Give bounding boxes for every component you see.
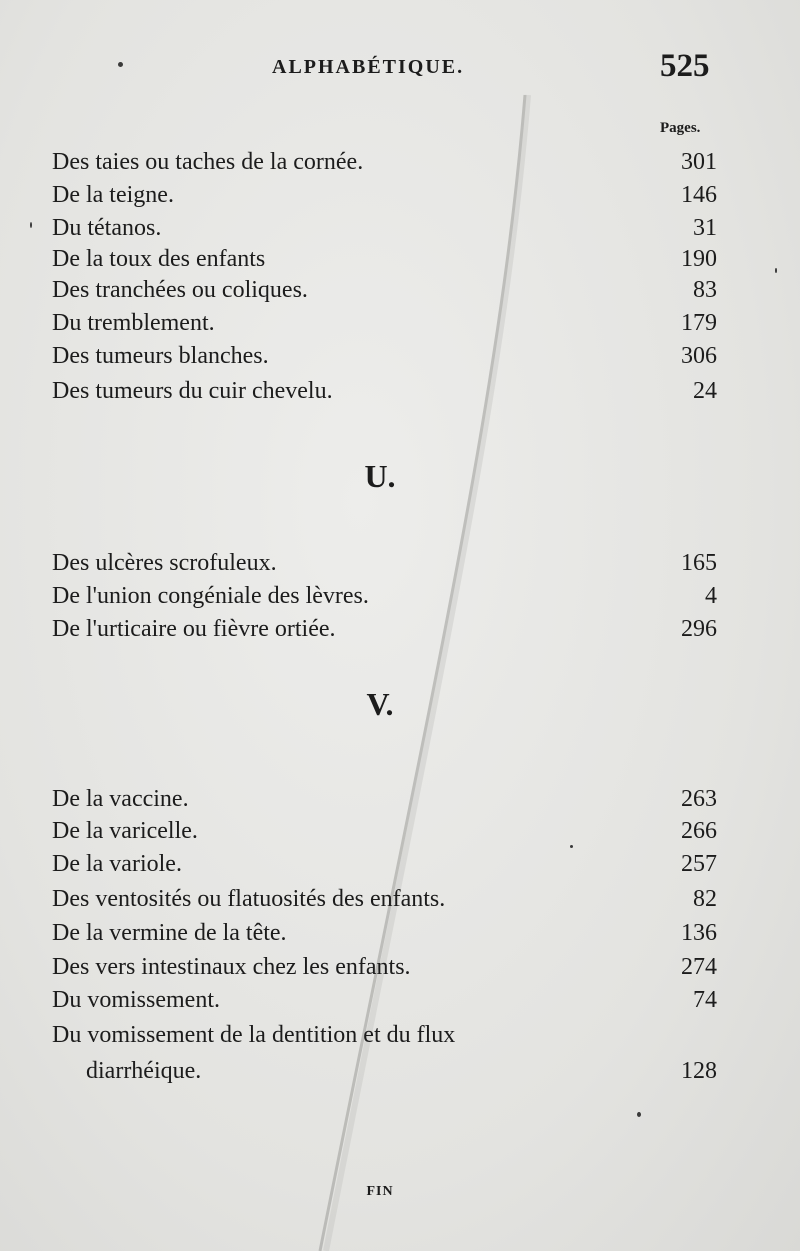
- entry-page: 296: [681, 616, 717, 642]
- entry-title: Du tétanos.: [52, 215, 162, 241]
- entry-page: 83: [693, 277, 717, 303]
- index-entry: [52, 146, 717, 179]
- paper-speck: [570, 845, 573, 848]
- index-entry: [52, 375, 717, 408]
- entry-title: Des ulcères scrofuleux.: [52, 550, 277, 576]
- paper-speck: [30, 222, 32, 228]
- index-entry: [52, 1019, 717, 1052]
- entry-title: Du tremblement.: [52, 310, 215, 336]
- entry-page: 274: [681, 954, 717, 980]
- entry-page: 4: [705, 583, 717, 609]
- index-entry: [52, 848, 717, 881]
- entry-title: Des tranchées ou coliques.: [52, 277, 308, 303]
- index-entry: [52, 580, 717, 613]
- entry-title: Des tumeurs du cuir chevelu.: [52, 378, 333, 404]
- index-entry-continuation: [52, 1055, 717, 1088]
- index-entry: [52, 307, 717, 340]
- index-entry: [52, 984, 717, 1017]
- entry-page: 146: [681, 182, 717, 208]
- entry-title: diarrhéique.: [86, 1058, 202, 1084]
- pages-column-label: Pages.: [660, 120, 701, 136]
- entry-page: 128: [681, 1058, 717, 1084]
- entry-page: 82: [693, 886, 717, 912]
- index-entry: [52, 243, 717, 276]
- entry-title: Du vomissement de la dentition et du flux: [52, 1022, 456, 1048]
- entry-title: De la teigne.: [52, 182, 174, 208]
- index-entry: [52, 883, 717, 916]
- index-entry: [52, 613, 717, 646]
- index-entry: [52, 274, 717, 307]
- entry-page: 190: [681, 246, 717, 272]
- entry-title: Des tumeurs blanches.: [52, 343, 269, 369]
- page-number: 525: [660, 48, 710, 84]
- end-mark: FIN: [366, 1184, 394, 1199]
- index-entry: [52, 547, 717, 580]
- entry-title: Des taies ou taches de la cornée.: [52, 149, 364, 175]
- index-entry: [52, 212, 717, 245]
- entry-page: 74: [693, 987, 717, 1013]
- entry-title: Des ventosités ou flatuosités des enfants.: [52, 886, 446, 912]
- paper-speck: [775, 268, 777, 273]
- entry-page: 136: [681, 920, 717, 946]
- entry-title: De l'union congéniale des lèvres.: [52, 583, 369, 609]
- entry-title: De la variole.: [52, 851, 182, 877]
- entry-title: De la varicelle.: [52, 818, 198, 844]
- entry-page: 306: [681, 343, 717, 369]
- entry-title: De la toux des enfants: [52, 246, 266, 272]
- index-entry: [52, 340, 717, 373]
- running-title: ALPHABÉTIQUE.: [272, 56, 465, 78]
- index-entry: [52, 783, 717, 816]
- entry-page: 257: [681, 851, 717, 877]
- entry-page: 31: [693, 215, 717, 241]
- entry-page: 266: [681, 818, 717, 844]
- entry-title: De la vermine de la tête.: [52, 920, 287, 946]
- entry-page: 165: [681, 550, 717, 576]
- entry-title: De la vaccine.: [52, 786, 189, 812]
- paper-speck: [637, 1112, 641, 1117]
- entry-page: 263: [681, 786, 717, 812]
- entry-page: 24: [693, 378, 717, 404]
- section-letter-u: U.: [364, 458, 396, 494]
- page-header: [0, 48, 800, 88]
- index-entry: [52, 179, 717, 212]
- paper-speck: [118, 62, 123, 67]
- entry-page: 179: [681, 310, 717, 336]
- entry-title: Du vomissement.: [52, 987, 220, 1013]
- index-entry: [52, 815, 717, 848]
- index-entry: [52, 951, 717, 984]
- entry-title: Des vers intestinaux chez les enfants.: [52, 954, 411, 980]
- section-letter-v: V.: [366, 686, 394, 722]
- entry-page: 301: [681, 149, 717, 175]
- entry-title: De l'urticaire ou fièvre ortiée.: [52, 616, 336, 642]
- index-entry: [52, 917, 717, 950]
